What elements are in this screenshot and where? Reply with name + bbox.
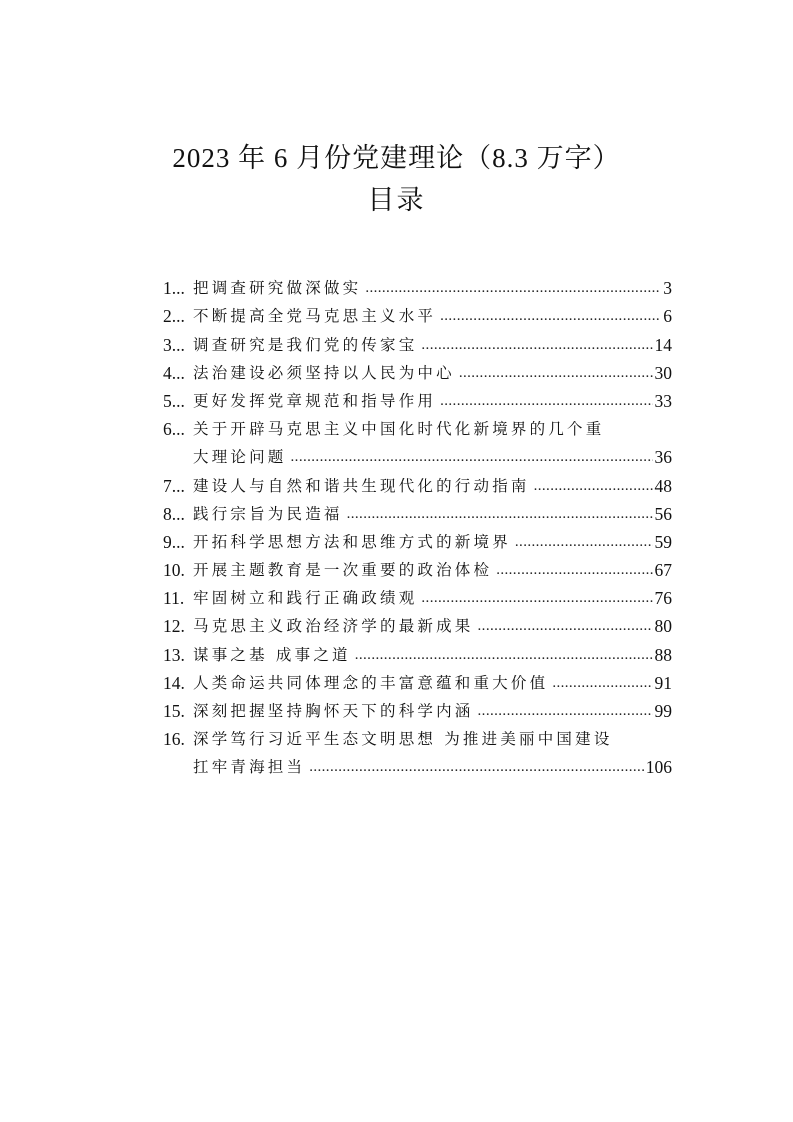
toc-entry-page: 91	[654, 672, 672, 693]
toc-entry-title: 关于开辟马克思主义中国化时代化新境界的几个重	[193, 420, 605, 439]
toc-entry-number: 15.	[163, 701, 185, 721]
toc-entry-title: 开展主题教育是一次重要的政治体检	[193, 561, 493, 580]
dot-leader	[440, 391, 652, 411]
toc-entry-number: 3...	[163, 334, 185, 355]
dot-leader	[309, 757, 644, 777]
toc-entry-number: 13.	[163, 644, 185, 665]
toc-entry-number: 9...	[163, 531, 185, 552]
toc-entry[interactable]	[163, 270, 672, 298]
dot-leader	[459, 363, 653, 383]
toc-entry-number: 12.	[163, 616, 185, 637]
toc-entry-page: 80	[654, 616, 672, 637]
toc-entry-page: 14	[654, 334, 672, 355]
toc-entry-title: 人类命运共同体理念的丰富意蕴和重大价值	[193, 673, 549, 692]
toc-entry[interactable]	[163, 636, 672, 664]
toc-entry-page: 106	[645, 757, 672, 778]
dot-leader	[515, 532, 653, 552]
toc-entry-number: 2...	[163, 306, 185, 327]
dot-leader	[355, 645, 653, 665]
dot-leader	[534, 476, 653, 496]
toc-entry-number: 4...	[163, 362, 185, 383]
toc-entry-page: 99	[654, 701, 672, 721]
toc-entry-title: 法治建设必须坚持以人民为中心	[193, 363, 455, 382]
toc-entry-number: 6...	[163, 419, 185, 440]
toc-entry[interactable]	[163, 608, 672, 636]
table-of-contents	[163, 270, 672, 777]
toc-entry-number: 11.	[163, 588, 185, 609]
toc-entry-number: 8...	[163, 503, 185, 524]
toc-entry-number: 7...	[163, 475, 185, 496]
document-title: 2023 年 6 月份党建理论（8.3 万字）	[172, 143, 621, 173]
toc-entry[interactable]	[163, 411, 672, 439]
dot-leader	[347, 504, 653, 524]
toc-entry-page: 30	[654, 362, 672, 383]
dot-leader	[365, 278, 661, 298]
toc-entry-page: 76	[654, 588, 672, 609]
toc-entry-title: 谋事之基 成事之道	[193, 645, 351, 664]
toc-entry-page: 88	[654, 644, 672, 665]
dot-leader	[552, 673, 652, 693]
toc-entry-title: 不断提高全党马克思主义水平	[193, 307, 437, 326]
toc-heading: 目录	[367, 185, 426, 215]
toc-entry-page: 48	[654, 475, 672, 496]
toc-entry[interactable]	[163, 496, 672, 524]
toc-entry-number: 14.	[163, 672, 185, 693]
toc-entry-title: 建设人与自然和谐共生现代化的行动指南	[193, 476, 530, 495]
dot-leader	[496, 560, 652, 580]
toc-entry[interactable]	[163, 467, 672, 495]
toc-entry[interactable]	[163, 524, 672, 552]
toc-entry[interactable]	[163, 665, 672, 693]
toc-entry-page: 36	[654, 447, 672, 468]
toc-entry-title: 更好发挥党章规范和指导作用	[193, 391, 437, 410]
toc-entry-page: 59	[654, 531, 672, 552]
dot-leader	[421, 335, 652, 355]
toc-entry[interactable]	[163, 383, 672, 411]
toc-entry-title: 牢固树立和践行正确政绩观	[193, 589, 418, 608]
toc-entry-continuation[interactable]	[163, 439, 672, 467]
toc-entry-title: 践行宗旨为民造福	[193, 504, 343, 523]
toc-entry-page: 6	[663, 306, 672, 327]
toc-entry[interactable]	[163, 693, 672, 721]
toc-entry-continuation[interactable]	[163, 749, 672, 777]
toc-entry-number: 10.	[163, 560, 185, 581]
toc-entry-number: 1...	[163, 278, 185, 299]
toc-entry-page: 56	[654, 503, 672, 524]
toc-entry[interactable]	[163, 721, 672, 749]
dot-leader	[478, 616, 653, 636]
toc-entry-number: 5...	[163, 390, 185, 411]
toc-entry-title-continued: 扛牢青海担当	[193, 758, 306, 777]
toc-entry[interactable]	[163, 580, 672, 608]
toc-entry-title: 把调查研究做深做实	[193, 279, 362, 298]
dot-leader	[478, 701, 653, 721]
toc-entry-number: 16.	[163, 729, 185, 750]
toc-entry-page: 3	[663, 278, 672, 299]
toc-entry-title: 马克思主义政治经济学的最新成果	[193, 617, 474, 636]
dot-leader	[291, 447, 653, 467]
toc-entry-page: 67	[654, 560, 672, 581]
toc-entry-title-continued: 大理论问题	[193, 448, 287, 467]
toc-entry-page: 33	[654, 390, 672, 411]
dot-leader	[440, 306, 661, 326]
dot-leader	[421, 588, 652, 608]
toc-entry[interactable]	[163, 552, 672, 580]
toc-entry-title: 调查研究是我们党的传家宝	[193, 335, 418, 354]
toc-entry[interactable]	[163, 355, 672, 383]
toc-entry[interactable]	[163, 298, 672, 326]
toc-entry[interactable]	[163, 326, 672, 354]
toc-entry-title: 开拓科学思想方法和思维方式的新境界	[193, 532, 511, 551]
toc-entry-title: 深刻把握坚持胸怀天下的科学内涵	[193, 702, 474, 720]
toc-entry-title: 深学笃行习近平生态文明思想 为推进美丽中国建设	[193, 730, 613, 749]
